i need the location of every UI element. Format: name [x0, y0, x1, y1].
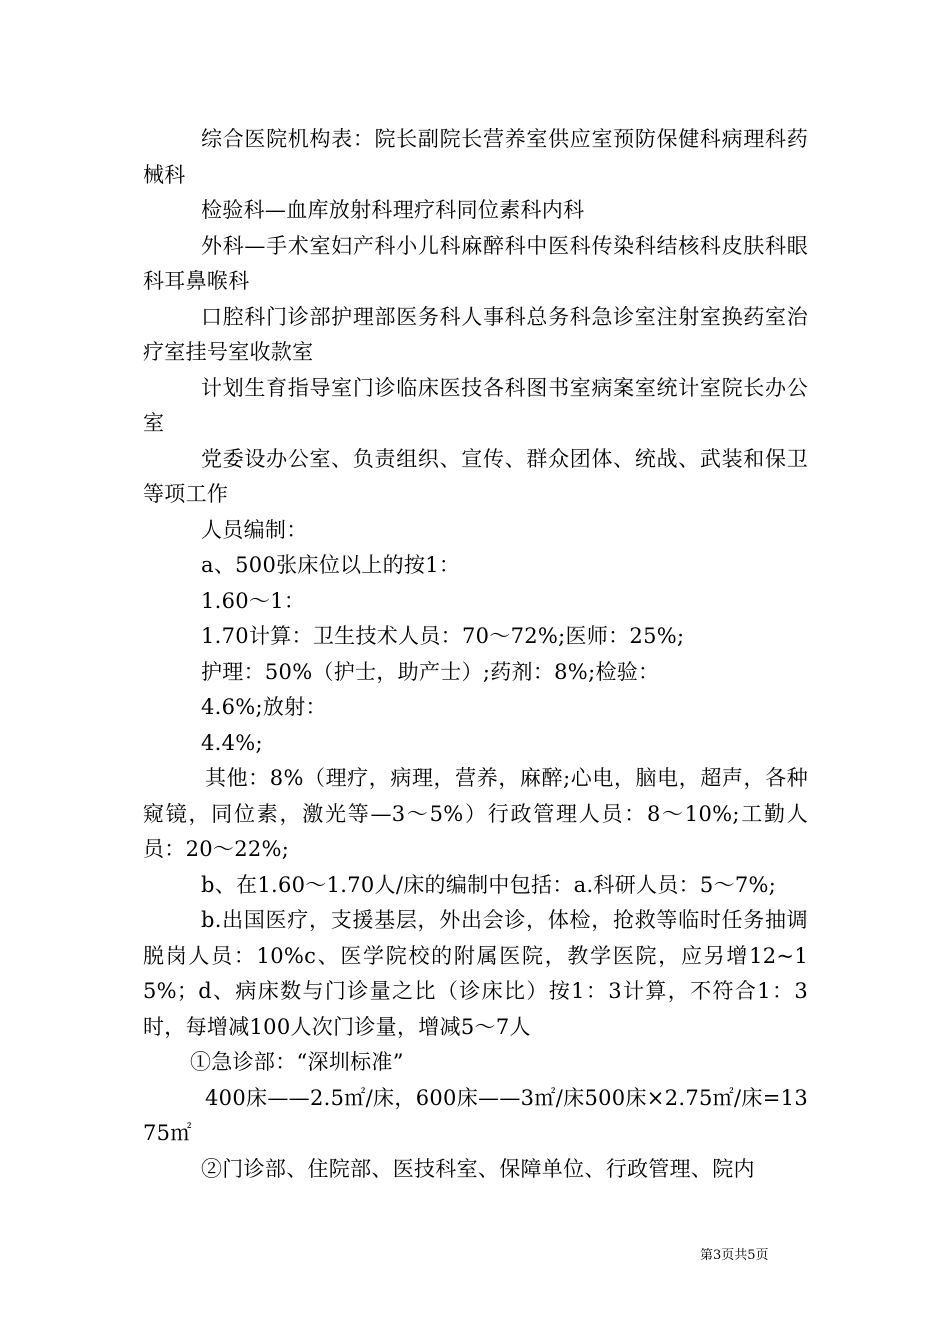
paragraph-8: a、500张床位以上的按1： — [201, 553, 461, 577]
paragraph-13: 4.4%; — [201, 730, 263, 755]
document-body — [143, 122, 808, 1187]
paragraph-17: ①急诊部：“深圳标准” — [190, 1050, 404, 1074]
paragraph-15: b、在1.60～1.70人/床的编制中包括：a.科研人员：5～7%; — [201, 872, 777, 897]
paragraph-4: 口腔科门诊部护理部医务科人事科总务科急诊室注射室换药室治疗室挂号室收款室 — [143, 304, 808, 364]
page-number-label: 第3页共5页 — [700, 1248, 769, 1263]
paragraph-5: 计划生育指导室门诊临床医技各科图书室病案室统计室院长办公室 — [143, 375, 808, 435]
paragraph-9: 1.60～1： — [201, 588, 306, 613]
paragraph-7: 人员编制： — [201, 517, 308, 542]
paragraph-10: 1.70计算：卫生技术人员：70～72%;医师：25%; — [201, 624, 685, 648]
paragraph-18: 400床——2.5㎡/床，600床——3㎡/床500床×2.75㎡/床=1375㎡ — [143, 1085, 808, 1145]
paragraph-1: 综合医院机构表：院长副院长营养室供应室预防保健科病理科药械科 — [143, 127, 808, 187]
paragraph-2: 检验科—血库放射科理疗科同位素科内科 — [201, 198, 585, 222]
paragraph-12: 4.6%;放射： — [201, 695, 327, 719]
paragraph-14: 其他：8%（理疗，病理，营养，麻醉;心电，脑电，超声，各种窥镜，同位素，激光等—3～5%）行政管理人员：8～10%;工勤人员：20～22%; — [143, 766, 808, 861]
paragraph-11: 护理：50%（护士，助产士）;药剂：8%;检验： — [201, 659, 660, 684]
paragraph-16: b.出国医疗，支援基层，外出会诊，体检，抢救等临时任务抽调脱岗人员：10%c、医学院校的附属医院，教学医院，应另增12~15%；d、病床数与门诊量之比（诊床比）按1：3计算，不符合1：3时，每增减100人次门诊量，增减5～7人 — [143, 908, 808, 1039]
paragraph-6: 党委设办公室、负责组织、宣传、群众团体、统战、武装和保卫等项工作 — [143, 446, 808, 506]
page-footer — [700, 1247, 820, 1265]
paragraph-19: ②门诊部、住院部、医技科室、保障单位、行政管理、院内 — [201, 1156, 755, 1181]
paragraph-3: 外科—手术室妇产科小儿科麻醉科中医科传染科结核科皮肤科眼科耳鼻喉科 — [143, 233, 808, 293]
